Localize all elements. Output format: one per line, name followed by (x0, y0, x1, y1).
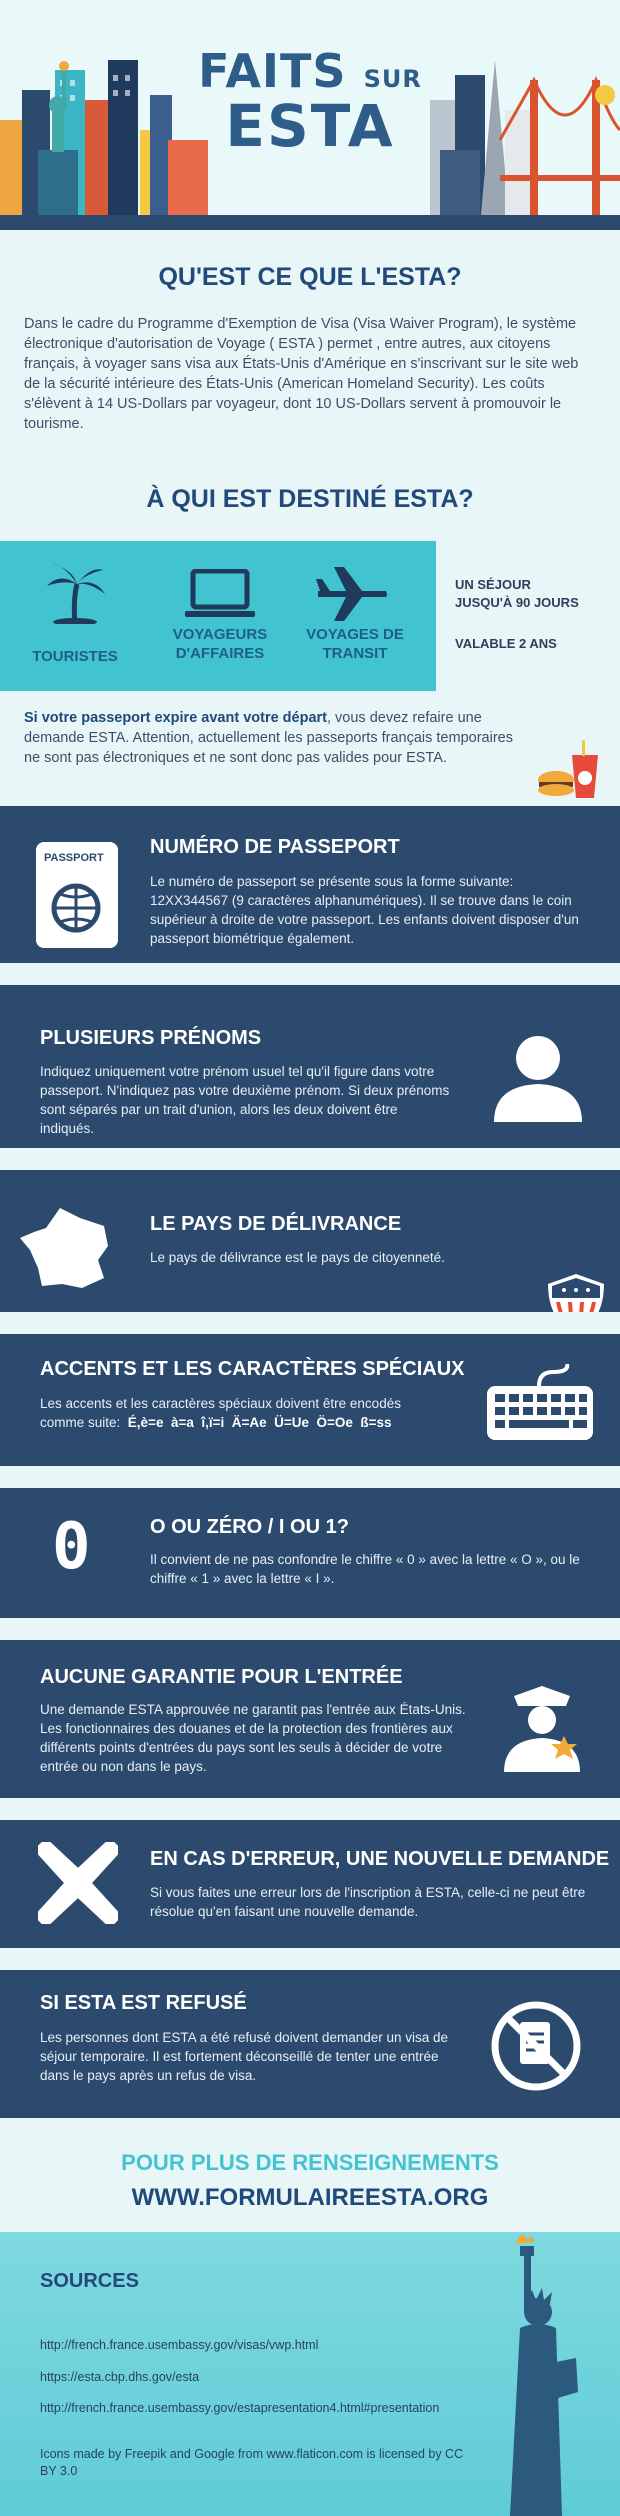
source-link-1[interactable]: http://french.france.usembassy.gov/visas/vwp.html (40, 2338, 319, 2352)
card-refused-title: SI ESTA EST REFUSÉ (40, 1992, 247, 2014)
source-link-3[interactable]: http://french.france.usembassy.gov/estapresentation4.html#presentation (40, 2401, 440, 2415)
person-icon (490, 1028, 586, 1124)
passport-expiry-note (24, 708, 524, 768)
stay-duration: UN SÉJOUR JUSQU'À 90 JOURS (455, 577, 579, 610)
audience-panel (0, 541, 436, 691)
note-bold: Si votre passeport expire avant votre départ (24, 710, 327, 726)
note-rest: , vous devez refaire une demande ESTA. Attention, actuellement les passeports français temporaires ne sont pas électroniques et ne sont donc pas valides pour ESTA. (24, 710, 513, 766)
title-faits: FAITS (198, 44, 347, 98)
sources-title: SOURCES (40, 2270, 139, 2292)
card-country (0, 1170, 620, 1312)
card-refused-text: Les personnes dont ESTA a été refusé doivent demander un visa de séjour temporaire. Il est fortement déconseillé de tenter une entrée dans le pays après un refus de visa. (40, 2030, 449, 2083)
what-title: QU'EST CE QUE L'ESTA? (158, 263, 462, 291)
card-accents-text: Les accents et les caractères spéciaux doivent être encodés comme suite: É,è=e à=a î,ï=i Ä=Ae Ü=Ue Ö=Oe ß=ss (40, 1396, 401, 1430)
card-passport (0, 806, 620, 963)
header-title (0, 44, 620, 98)
card-country-text: Le pays de délivrance est le pays de citoyenneté. (150, 1250, 445, 1265)
card-passport-text: Le numéro de passeport se présente sous la forme suivante: 12XX344567 (9 caractères alphanumériques). Il se trouve dans le coin supérieur à droite de votre passeport. Les enfants doivent disposer d'un passeport biométrique également. (150, 874, 579, 946)
header-banner (0, 0, 620, 230)
card-zero-title: O OU ZÉRO / I OU 1? (150, 1516, 349, 1538)
card-zero (0, 1488, 620, 1618)
more-info-link[interactable]: WWW.FORMULAIREESTA.ORG (131, 2184, 489, 2211)
passport-icon-label: PASSPORT (44, 852, 104, 864)
france-map-icon (20, 1208, 110, 1290)
source-link-2[interactable]: https://esta.cbp.dhs.gov/esta (40, 2370, 200, 2384)
title-sur: SUR (363, 65, 422, 93)
card-error-text: Si vous faites une erreur lors de l'inscription à ESTA, celle-ci ne peut être résolue qu'en faisant une nouvelle demande. (150, 1885, 586, 1919)
who-title: À QUI EST DESTINÉ ESTA? (146, 485, 474, 513)
zero-icon: 0 (52, 1510, 91, 1584)
card-names-text: Indiquez uniquement votre prénom usuel tel qu'il figure dans votre passeport. N'indiquez pas votre deuxième prénom. Si deux prénoms sont séparés par un trait d'union, alors les deux doivent être indiqués. (40, 1064, 450, 1136)
card-country-title: LE PAYS DE DÉLIVRANCE (150, 1213, 402, 1235)
card-guarantee-title: AUCUNE GARANTIE POUR L'ENTRÉE (40, 1666, 403, 1688)
more-info-line1: POUR PLUS DE RENSEIGNEMENTS (121, 2150, 499, 2175)
police-officer-icon (500, 1682, 584, 1772)
audience-business: VOYAGEURS D'AFFAIRES (172, 626, 268, 662)
card-accents-title: ACCENTS ET LES CARACTÈRES SPÉCIAUX (40, 1358, 465, 1380)
statue-of-liberty-icon (480, 2232, 590, 2516)
what-text: Dans le cadre du Programme d'Exemption de Visa (Visa Waiver Program), le système électronique d'autorisation de Voyage ( ESTA ) permet , entre autres, aux citoyens français, à voyager sans visa aux États-Unis d'Amérique en s'inscrivant sur le site web de la sécurité intérieure des États-Unis (American Homeland Security). Les coûts s'élèvent à 14 US-Dollars par voyageur, dont 10 US-Dollars servent à promouvoir le tourisme. (24, 316, 579, 432)
card-error-title: EN CAS D'ERREUR, UNE NOUVELLE DEMANDE (150, 1848, 610, 1870)
audience-transit: VOYAGES DE TRANSIT (306, 626, 404, 662)
validity: VALABLE 2 ANS (455, 636, 557, 651)
card-names-title: PLUSIEURS PRÉNOMS (40, 1027, 262, 1049)
card-error (0, 1820, 620, 1948)
card-zero-text: Il convient de ne pas confondre le chiffre « 0 » avec la lettre « O », ou le chiffre « 1 » avec la lettre « I ». (150, 1552, 580, 1586)
card-guarantee-text: Une demande ESTA approuvée ne garantit pas l'entrée aux États-Unis. Les fonctionnaires des douanes et de la protection des frontières aux différents points d'entrées du pays sont les seuls à décider de votre entrée ou non dans le pays. (40, 1702, 466, 1774)
card-refused (0, 1970, 620, 2118)
fastfood-icon (536, 740, 606, 800)
card-guarantee (0, 1640, 620, 1798)
accents-mapping: É,è=e à=a î,ï=i Ä=Ae Ü=Ue Ö=Oe ß=ss (127, 1415, 392, 1430)
title-esta: ESTA (225, 92, 395, 160)
cross-icon (38, 1842, 118, 1924)
airplane-icon (316, 565, 388, 621)
palm-tree-icon (45, 564, 105, 624)
icons-credit: Icons made by Freepik and Google from www.flaticon.com is licensed by CC BY 3.0 (40, 2447, 464, 2478)
sources-section (0, 2232, 620, 2516)
audience-tourists: TOURISTES (32, 648, 118, 665)
keyboard-icon (487, 1364, 593, 1440)
card-accents (0, 1334, 620, 1466)
card-passport-title: NUMÉRO DE PASSEPORT (150, 836, 400, 858)
laptop-icon (185, 569, 255, 619)
card-names (0, 985, 620, 1148)
no-document-icon (490, 2000, 582, 2092)
